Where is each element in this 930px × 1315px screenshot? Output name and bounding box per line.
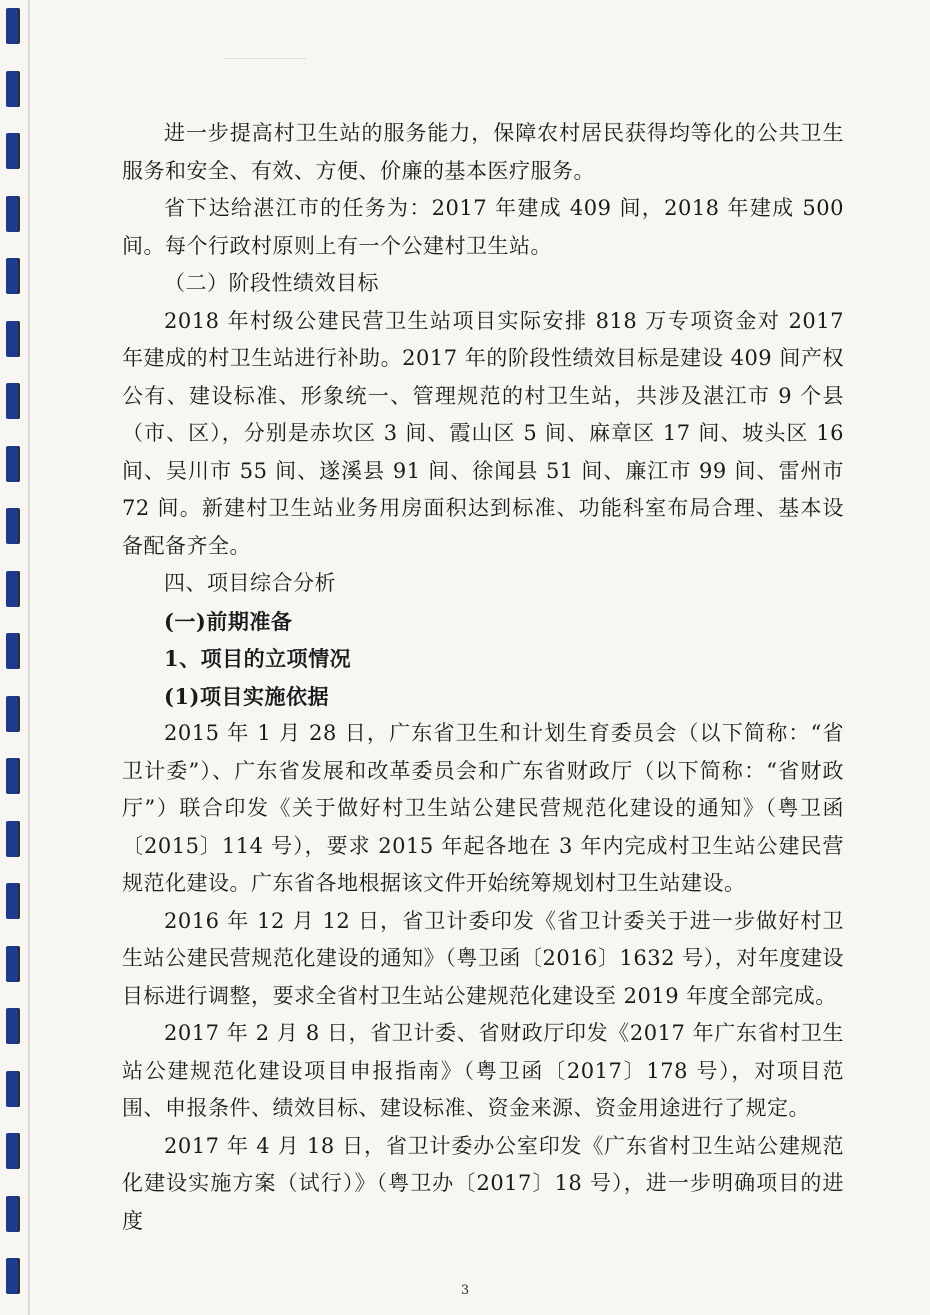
binding-hole [6,71,18,107]
paragraph-phase-targets: 2018 年村级公建民营卫生站项目实际安排 818 万专项资金对 2017 年建成的村卫生站进行补助。2017 年的阶段性绩效目标是建设 409 间产权公有、建设标准、形象统一、管理规范的村卫生站，共涉及湛江市 9 个县（市、区），分别是赤坎区 3 间、霞山区 5 间、麻章区 17 间、坡头区 16 间、吴川市 55 间、遂溪县 91 间、徐闻县 51 间、廉江市 99 间、雷州市 72 间。新建村卫生站业务用房面积达到标准、功能科室布局合理、基本设备配备齐全。 [122,308,844,558]
heading-project-approval: 1、项目的立项情况 [164,646,352,671]
binding-hole [6,446,18,482]
paragraph-continuation: 进一步提高村卫生站的服务能力，保障农村居民获得均等化的公共卫生服务和安全、有效、方便、价廉的基本医疗服务。 [122,121,844,183]
spiral-binding [0,0,34,1315]
binding-hole [6,633,18,669]
binding-hole [6,383,18,419]
binding-hole [6,821,18,857]
binding-hole [6,133,18,169]
binding-hole [6,946,18,982]
paragraph-2017-plan: 2017 年 4 月 18 日，省卫计委办公室印发《广东省村卫生站公建规范化建设实施方案（试行）》（粤卫办〔2017〕18 号），进一步明确项目的进度 [122,1133,844,1233]
binding-hole [6,883,18,919]
binding-hole [6,1071,18,1107]
paragraph-2016-notice: 2016 年 12 月 12 日，省卫计委印发《省卫计委关于进一步做好村卫生站公建民营规范化建设的通知》（粤卫函〔2016〕1632 号），对年度建设目标进行调整，要求全省村卫生站公建规范化建设至 2019 年度全部完成。 [122,908,844,1008]
binding-hole [6,1008,18,1044]
binding-hole [6,196,18,232]
binding-hole [6,696,18,732]
binding-hole [6,321,18,357]
paragraph-2017-guide: 2017 年 2 月 8 日，省卫计委、省财政厅印发《2017 年广东省村卫生站公建规范化建设项目申报指南》（粤卫函〔2017〕178 号），对项目范围、申报条件、绩效目标、建设标准、资金来源、资金用途进行了规定。 [122,1021,844,1120]
heading-implementation-basis: (1)项目实施依据 [164,683,329,709]
heading-comprehensive-analysis: 四、项目综合分析 [164,571,336,595]
binding-hole [6,571,18,607]
binding-hole [6,758,18,794]
scan-smudge [225,58,305,63]
binding-hole [6,8,18,44]
heading-phase-targets: （二）阶段性绩效目标 [164,271,379,295]
page-number: 3 [460,1283,470,1298]
binding-hole [6,508,18,544]
paragraph-2015-notice: 2015 年 1 月 28 日，广东省卫生和计划生育委员会（以下简称：“省卫计委”）、广东省发展和改革委员会和广东省财政厅（以下简称：“省财政厅”）联合印发《关于做好村卫生站公建民营规范化建设的通知》（粤卫函〔2015〕114 号），要求 2015 年起各地在 3 年内完成村卫生站公建民营规范化建设。广东省各地根据该文件开始统筹规划村卫生站建设。 [122,721,844,895]
paragraph-task-allocation: 省下达给湛江市的任务为：2017 年建成 409 间，2018 年建成 500 间。每个行政村原则上有一个公建村卫生站。 [122,196,844,258]
heading-preparation: (一)前期准备 [164,608,293,634]
document-body [122,115,844,1240]
binding-hole [6,258,18,294]
binding-hole [6,1196,18,1232]
binding-hole [6,1133,18,1169]
binding-spine [28,0,30,1315]
